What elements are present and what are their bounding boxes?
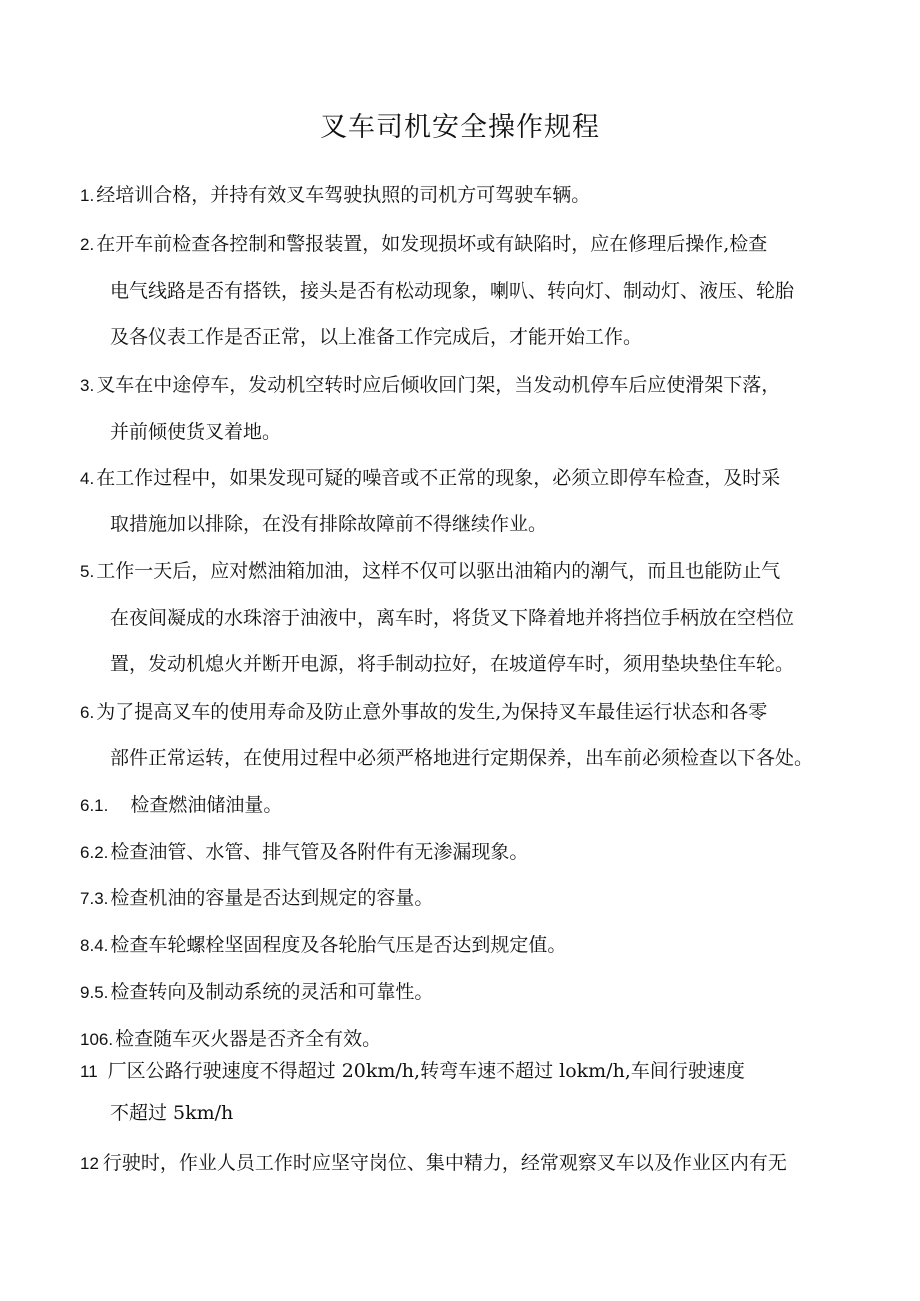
list-item [80,839,528,866]
item-text: 为了提高叉车的使用寿命及防止意外事故的发生,为保持叉车最佳运行状态和各零 [96,701,768,723]
item-number: 11 [80,1062,98,1081]
item-number: 10 [80,1030,99,1049]
item-separator: .3. [89,889,109,908]
item-continuation: 电气线路是否有搭铁，接头是否有松动现象，喇叭、转向灯、制动灯、液压、轮胎 [110,280,795,302]
list-item [80,979,433,1006]
list-item [80,932,566,959]
list-item [80,182,590,209]
list-item [80,558,780,585]
item-separator: . [89,186,95,205]
list-item [80,465,780,492]
list-item [80,885,433,912]
item-text: 检查机油的容量是否达到规定的容量。 [110,887,434,909]
list-item [80,1058,745,1085]
item-continuation: 及各仪表工作是否正常，以上准备工作完成后，才能开始工作。 [110,326,643,348]
item-text: 在开车前检查各控制和警报装置，如发现损坏或有缺陷时，应在修理后操作,检查 [96,233,768,255]
item-separator: . [89,703,95,722]
item-number: 6 [80,703,90,722]
item-continuation: 置，发动机熄火并断开电源，将手制动拉好，在坡道停车时，须用垫块垫住车轮。 [110,653,795,675]
list-item [80,231,767,258]
item-text: 在工作过程中，如果发现可疑的噪音或不正常的现象，必须立即停车检查，及时采 [96,467,781,489]
item-number: 7 [80,889,90,908]
item-number: 6.1. [80,796,109,815]
list-item [80,372,780,399]
item-continuation: 部件正常运转，在使用过程中必须严格地进行定期保养，出车前必须检查以下各处。 [110,747,814,769]
item-text: 检查车轮螺栓坚固程度及各轮胎气压是否达到规定值。 [110,934,567,956]
page-title: 叉车司机安全操作规程 [320,112,600,143]
item-separator: 6. [98,1030,114,1049]
item-separator: .4. [89,936,109,955]
list-item [80,1150,787,1177]
item-separator: .2. [89,843,109,862]
item-text: 检查燃油储油量。 [130,794,283,816]
item-text: 厂区公路行驶速度不得超过 20km∕h,转弯车速不超过 lokm∕h,车间行驶速度 [107,1060,745,1082]
item-separator: . [89,376,95,395]
item-number: 4 [80,469,90,488]
item-separator: . [89,469,95,488]
item-text: 叉车在中途停车，发动机空转时应后倾收回门架，当发动机停车后应使滑架下落， [96,374,781,396]
item-continuation: 在夜间凝成的水珠溶于油液中，离车时，将货叉下降着地并将挡位手柄放在空档位 [110,607,795,629]
item-separator: . [89,562,95,581]
item-continuation: 不超过 5km∕h [110,1102,234,1124]
item-text: 检查转向及制动系统的灵活和可靠性。 [110,981,434,1003]
item-number: 3 [80,376,90,395]
item-text: 检查油管、水管、排气管及各附件有无渗漏现象。 [110,841,529,863]
item-continuation: 取措施加以排除，在没有排除故障前不得继续作业。 [110,513,548,535]
list-item [80,699,767,726]
item-number: 9 [80,983,90,1002]
item-text: 行驶时，作业人员工作时应坚守岗位、集中精力，经常观察叉车以及作业区内有无 [102,1152,787,1174]
item-number: 2 [80,235,90,254]
item-separator: .5. [89,983,109,1002]
item-number: 6 [80,843,90,862]
item-text: 检查随车灭火器是否齐全有效。 [115,1028,382,1050]
item-separator: . [89,235,95,254]
list-item [80,1026,381,1053]
item-text: 经培训合格，并持有效叉车驾驶执照的司机方可驾驶车辆。 [96,184,591,206]
item-number: 5 [80,562,90,581]
item-continuation: 并前倾使货叉着地。 [110,421,282,443]
list-item [80,792,282,819]
item-number: 1 [80,186,90,205]
item-text: 工作一天后，应对燃油箱加油，这样不仅可以驱出油箱内的潮气，而且也能防止气 [96,560,781,582]
item-number: 12 [80,1154,99,1173]
item-number: 8 [80,936,90,955]
